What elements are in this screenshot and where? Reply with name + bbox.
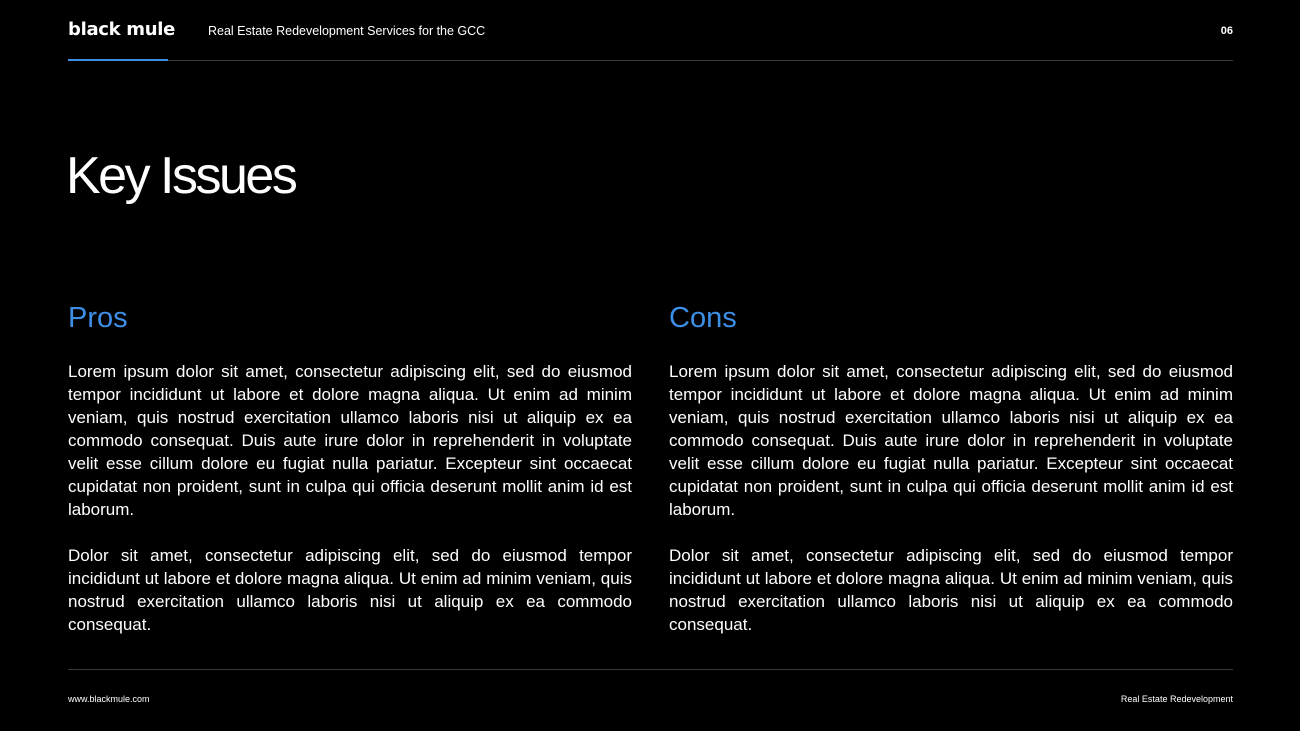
pros-heading: Pros — [68, 302, 128, 334]
footer-section-label: Real Estate Redevelopment — [1120, 694, 1233, 704]
page-number: 06 — [1220, 25, 1233, 37]
cons-paragraph-1: Lorem ipsum dolor sit amet, consectetur adipiscing elit, sed do eiusmod tempor incididunt ut labore et dolore magna aliqua. Ut enim ad minim veniam, quis nostrud exercitation ullamco laboris nisi ut aliquip ex ea commodo consequat. Duis aute irure dolor in reprehenderit in voluptate velit esse cillum dolore eu fugiat nulla pariatur. Excepteur sint occaecat cupidatat non proident, sunt in culpa qui officia deserunt mollit anim id est laborum. — [669, 362, 1233, 519]
header-divider — [68, 60, 1233, 61]
page-title: Key Issues — [66, 147, 296, 205]
pros-paragraph-1: Lorem ipsum dolor sit amet, consectetur adipiscing elit, sed do eiusmod tempor incididunt ut labore et dolore magna aliqua. Ut enim ad minim veniam, quis nostrud exercitation ullamco laboris nisi ut aliquip ex ea commodo consequat. Duis aute irure dolor in reprehenderit in voluptate velit esse cillum dolore eu fugiat nulla pariatur. Excepteur sint occaecat cupidatat non proident, sunt in culpa qui officia deserunt mollit anim id est laborum. — [68, 362, 632, 519]
footer-divider — [68, 669, 1233, 670]
cons-heading: Cons — [669, 302, 737, 334]
cons-paragraph-2: Dolor sit amet, consectetur adipiscing elit, sed do eiusmod tempor incididunt ut labore et dolore magna aliqua. Ut enim ad minim veniam, quis nostrud exercitation ullamco laboris nisi ut aliquip ex ea commodo consequat. — [669, 546, 1233, 634]
header-accent-bar — [68, 59, 168, 61]
pros-paragraph-2: Dolor sit amet, consectetur adipiscing elit, sed do eiusmod tempor incididunt ut labore et dolore magna aliqua. Ut enim ad minim veniam, quis nostrud exercitation ullamco laboris nisi ut aliquip ex ea commodo consequat. — [68, 546, 632, 634]
pros-column — [68, 298, 632, 659]
header — [68, 0, 1233, 61]
brand-logo[interactable]: black mule — [68, 19, 176, 40]
footer-website-link[interactable]: www.blackmule.com — [68, 694, 150, 704]
cons-column — [669, 298, 1233, 659]
header-tagline: Real Estate Redevelopment Services for the GCC — [208, 24, 486, 38]
